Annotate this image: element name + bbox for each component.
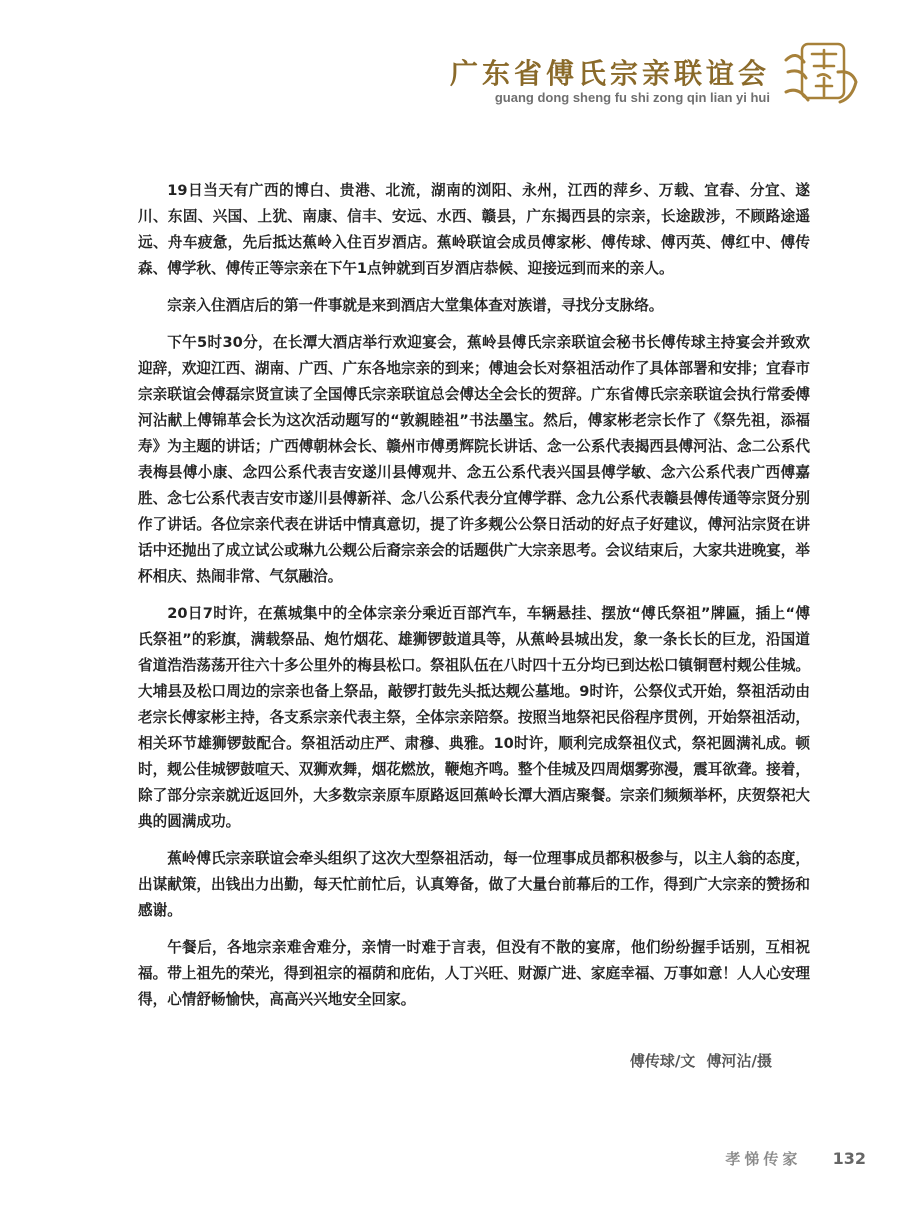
book-title: 孝悌传家 <box>725 1150 802 1168</box>
org-name: 广东省傅氏宗亲联谊会 <box>449 57 770 90</box>
org-pinyin: guang dong sheng fu shi zong qin lian yi hui <box>494 90 770 105</box>
paragraph: 20日7时许，在蕉城集中的全体宗亲分乘近百部汽车，车辆悬挂、摆放“傅氏祭祖”牌匾，插上“傅氏祭祖”的彩旗，满载祭品、炮竹烟花、雄狮锣鼓道具等，从蕉岭县城出发，象一条长长的巨龙，沿国道省道浩浩荡荡开往六十多公里外的梅县松口。祭祖队伍在八时四十五分均已到达松口镇铜琶村觌公佳城。大埔县及松口周边的宗亲也备上祭品，敲锣打鼓先头抵达觌公墓地。9时许，公祭仪式开始，祭祖活动由老宗长傅家彬主持，各支系宗亲代表主祭，全体宗亲陪祭。按照当地祭祀民俗程序贯例，开始祭祖活动，相关环节雄狮锣鼓配合。祭祖活动庄严、肃穆、典雅。10时许，顺利完成祭祖仪式，祭祀圆满礼成。顿时，觌公佳城锣鼓喧天、双狮欢舞，烟花燃放，鞭炮齐鸣。整个佳城及四周烟雾弥漫，震耳欲聋。接着，除了部分宗亲就近返回外，大多数宗亲原车原路返回蕉岭长潭大酒店聚餐。宗亲们频频举杯，庆贺祭祀大典的圆满成功。 <box>138 605 810 830</box>
article-body <box>138 178 810 1024</box>
paragraph: 蕉岭傅氏宗亲联谊会牵头组织了这次大型祭祖活动，每一位理事成员都积极参与，以主人翁的态度，出谋献策，出钱出力出勤，每天忙前忙后，认真筹备，做了大量台前幕后的工作，得到广大宗亲的赞扬和感谢。 <box>138 850 810 919</box>
paragraph: 19日当天有广西的博白、贵港、北流，湖南的浏阳、永州，江西的萍乡、万载、宜春、分宜、遂川、东固、兴国、上犹、南康、信丰、安远、水西、赣县，广东揭西县的宗亲，长途跋涉，不顾路途遥远、舟车疲惫，先后抵达蕉岭入住百岁酒店。蕉岭联谊会成员傅家彬、傅传球、傅丙英、傅红中、傅传森、傅学秋、傅传正等宗亲在下午1点钟就到百岁酒店恭候、迎接远到而来的亲人。 <box>138 182 810 277</box>
paragraph: 午餐后，各地宗亲难舍难分，亲情一时难于言表，但没有不散的宴席，他们纷纷握手话别，互相祝福。带上祖先的荣光，得到祖宗的福荫和庇佑，人丁兴旺、财源广进、家庭幸福、万事如意！人人心安理得，心情舒畅愉快，高高兴兴地安全回家。 <box>138 939 810 1008</box>
org-seal-logo <box>782 42 862 112</box>
page-footer <box>725 1148 866 1169</box>
paragraph: 宗亲入住酒店后的第一件事就是来到酒店大堂集体查对族谱，寻找分支脉络。 <box>167 297 664 314</box>
page-header <box>410 42 870 114</box>
author-byline: 傅传球/文 傅河沾/摄 <box>629 1052 772 1070</box>
page-number: 132 <box>832 1149 866 1168</box>
paragraph: 下午5时30分，在长潭大酒店举行欢迎宴会，蕉岭县傅氏宗亲联谊会秘书长傅传球主持宴会并致欢迎辞，欢迎江西、湖南、广西、广东各地宗亲的到来；傅迪会长对祭祖活动作了具体部署和安排；宜春市宗亲联谊会傅磊宗贤宣读了全国傅氏宗亲联谊总会傅达全会长的贺辞。广东省傅氏宗亲联谊会执行常委傅河沾献上傅锦革会长为这次活动题写的“敦親睦祖”书法墨宝。然后，傅家彬老宗长作了《祭先祖，添福寿》为主题的讲话；广西傅朝林会长、赣州市傅勇辉院长讲话、念一公系代表揭西县傅河沾、念二公系代表梅县傅小康、念四公系代表吉安遂川县傅观井、念五公系代表兴国县傅学敏、念六公系代表广西傅嘉胜、念七公系代表吉安市遂川县傅新祥、念八公系代表分宜傅学群、念九公系代表赣县傅传通等宗贤分别作了讲话。各位宗亲代表在讲话中情真意切，提了许多觌公公祭日活动的好点子好建议，傅河沾宗贤在讲话中还抛出了成立试公或琳九公觌公后裔宗亲会的话题供广大宗亲思考。会议结束后，大家共进晚宴，举杯相庆、热闹非常、气氛融洽。 <box>138 334 810 585</box>
